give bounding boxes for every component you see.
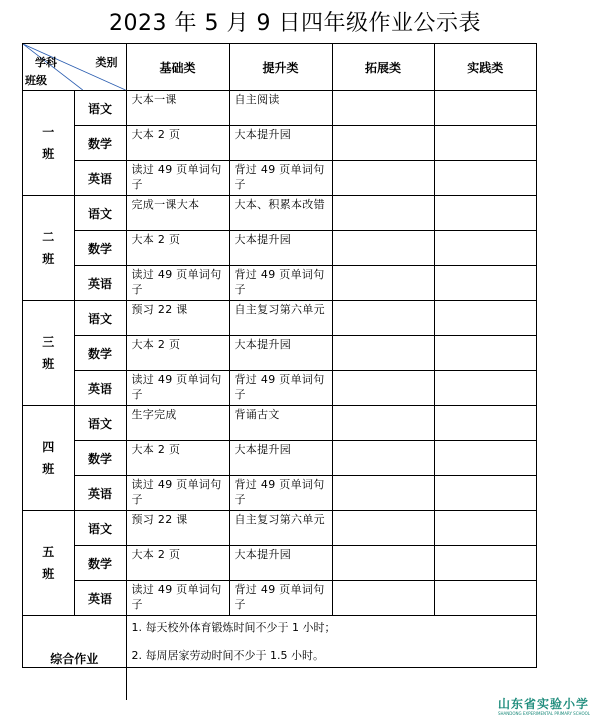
advanced-task: 自主复习第六单元 — [229, 301, 332, 336]
table-row — [23, 336, 536, 371]
extended-task — [332, 511, 434, 546]
summary-row — [23, 616, 536, 701]
practice-task — [434, 371, 536, 406]
table-row — [23, 511, 536, 546]
advanced-task: 背过 49 页单词句子 — [229, 371, 332, 406]
summary-label: 综合作业 — [23, 616, 126, 701]
advanced-task: 背过 49 页单词句子 — [229, 581, 332, 616]
school-logo-subtext: SHANDONG EXPERIMENTAL PRIMARY SCHOOL — [498, 711, 590, 716]
practice-task — [434, 266, 536, 301]
homework-table — [22, 43, 537, 668]
basic-task: 大本 2 页 — [126, 336, 229, 371]
table-row — [23, 476, 536, 511]
advanced-task: 大本提升园 — [229, 441, 332, 476]
basic-task: 大本 2 页 — [126, 126, 229, 161]
subject-cell: 语文 — [74, 511, 126, 546]
class-name: 二班 — [42, 230, 55, 266]
practice-task — [434, 581, 536, 616]
extended-task — [332, 476, 434, 511]
header-row — [23, 44, 536, 91]
subject-cell: 语文 — [74, 196, 126, 231]
corner-header — [23, 44, 126, 91]
summary-content — [126, 616, 536, 701]
table-row — [23, 91, 536, 126]
advanced-task: 自主阅读 — [229, 91, 332, 126]
class-name: 一班 — [42, 125, 55, 161]
class-name: 五班 — [42, 545, 55, 581]
extended-task — [332, 301, 434, 336]
basic-task: 完成一课大本 — [126, 196, 229, 231]
advanced-task: 大本、积累本改错 — [229, 196, 332, 231]
practice-task — [434, 336, 536, 371]
practice-task — [434, 91, 536, 126]
extended-task — [332, 406, 434, 441]
corner-category-label: 类别 — [95, 56, 118, 69]
table-row — [23, 546, 536, 581]
extended-task — [332, 336, 434, 371]
subject-cell: 数学 — [74, 126, 126, 161]
practice-task — [434, 126, 536, 161]
subject-cell: 英语 — [74, 266, 126, 301]
table-row — [23, 406, 536, 441]
advanced-task: 背诵古文 — [229, 406, 332, 441]
basic-task: 预习 22 课 — [126, 301, 229, 336]
extended-task — [332, 441, 434, 476]
summary-item: 1. 每天校外体育锻炼时间不少于 1 小时； — [131, 621, 336, 634]
subject-cell: 数学 — [74, 546, 126, 581]
advanced-task: 自主复习第六单元 — [229, 511, 332, 546]
extended-task — [332, 91, 434, 126]
extended-task — [332, 196, 434, 231]
extended-task — [332, 546, 434, 581]
subject-cell: 英语 — [74, 161, 126, 196]
class-name: 三班 — [42, 335, 55, 371]
column-header-advanced: 提升类 — [229, 44, 332, 91]
table-row — [23, 161, 536, 196]
basic-task: 读过 49 页单词句子 — [126, 161, 229, 196]
basic-task: 大本 2 页 — [126, 231, 229, 266]
advanced-task: 大本提升园 — [229, 231, 332, 266]
extended-task — [332, 266, 434, 301]
basic-task: 大本一课 — [126, 91, 229, 126]
table-row — [23, 126, 536, 161]
advanced-task: 背过 49 页单词句子 — [229, 161, 332, 196]
advanced-task: 背过 49 页单词句子 — [229, 476, 332, 511]
extended-task — [332, 231, 434, 266]
class-name-cell — [23, 91, 74, 196]
corner-subject-label: 学科 — [35, 56, 57, 69]
corner-class-label: 班级 — [25, 74, 47, 87]
advanced-task: 大本提升园 — [229, 546, 332, 581]
subject-cell: 数学 — [74, 336, 126, 371]
summary-item: 2. 每周居家劳动时间不少于 1.5 小时。 — [131, 649, 324, 662]
practice-task — [434, 231, 536, 266]
practice-task — [434, 546, 536, 581]
class-name-cell — [23, 511, 74, 616]
table-row — [23, 441, 536, 476]
subject-cell: 英语 — [74, 371, 126, 406]
basic-task: 大本 2 页 — [126, 546, 229, 581]
practice-task — [434, 161, 536, 196]
extended-task — [332, 126, 434, 161]
basic-task: 大本 2 页 — [126, 441, 229, 476]
table-row — [23, 231, 536, 266]
table-row — [23, 301, 536, 336]
subject-cell: 数学 — [74, 231, 126, 266]
subject-cell: 英语 — [74, 581, 126, 616]
school-logo: 山东省实验小学 — [498, 697, 590, 711]
class-name-cell — [23, 406, 74, 511]
basic-task: 读过 49 页单词句子 — [126, 581, 229, 616]
class-name-cell — [23, 301, 74, 406]
table-row — [23, 266, 536, 301]
practice-task — [434, 441, 536, 476]
class-name: 四班 — [42, 440, 55, 476]
subject-cell: 语文 — [74, 406, 126, 441]
practice-task — [434, 196, 536, 231]
basic-task: 读过 49 页单词句子 — [126, 266, 229, 301]
column-header-extended: 拓展类 — [332, 44, 434, 91]
basic-task: 预习 22 课 — [126, 511, 229, 546]
class-name-cell — [23, 196, 74, 301]
subject-cell: 数学 — [74, 441, 126, 476]
page-title: 2023 年 5 月 9 日四年级作业公示表 — [109, 11, 481, 36]
basic-task: 生字完成 — [126, 406, 229, 441]
advanced-task: 背过 49 页单词句子 — [229, 266, 332, 301]
practice-task — [434, 406, 536, 441]
extended-task — [332, 161, 434, 196]
column-header-basic: 基础类 — [126, 44, 229, 91]
table-row — [23, 196, 536, 231]
basic-task: 读过 49 页单词句子 — [126, 476, 229, 511]
table-row — [23, 371, 536, 406]
practice-task — [434, 301, 536, 336]
subject-cell: 语文 — [74, 301, 126, 336]
extended-task — [332, 581, 434, 616]
advanced-task: 大本提升园 — [229, 126, 332, 161]
practice-task — [434, 476, 536, 511]
extended-task — [332, 371, 434, 406]
subject-cell: 语文 — [74, 91, 126, 126]
basic-task: 读过 49 页单词句子 — [126, 371, 229, 406]
advanced-task: 大本提升园 — [229, 336, 332, 371]
practice-task — [434, 511, 536, 546]
subject-cell: 英语 — [74, 476, 126, 511]
table-row — [23, 581, 536, 616]
column-header-practice: 实践类 — [434, 44, 536, 91]
